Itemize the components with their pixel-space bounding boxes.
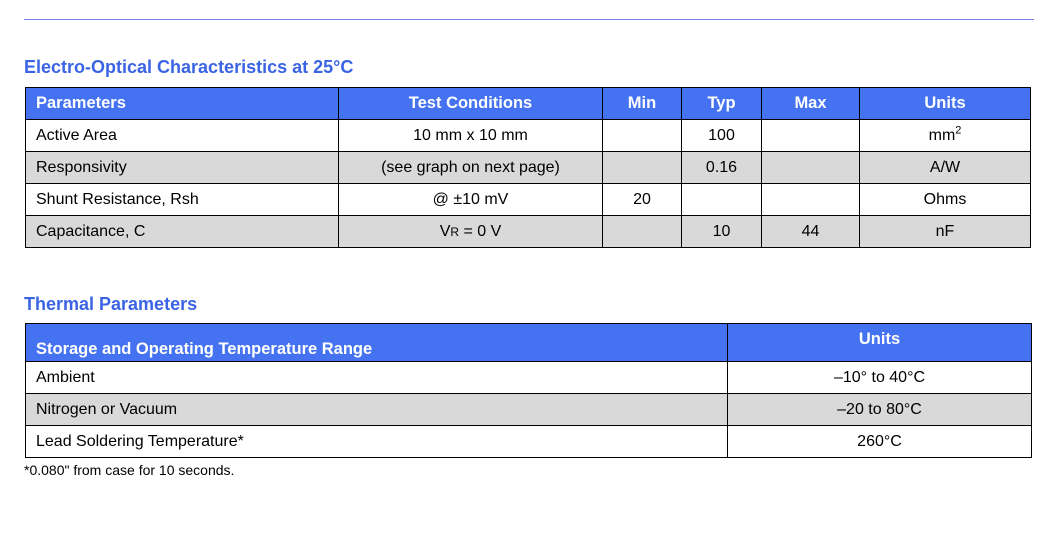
row-units: A/W xyxy=(860,152,1031,184)
row-units: nF xyxy=(860,216,1031,248)
table-row xyxy=(26,426,1032,458)
row-test-conditions: @ ±10 mV xyxy=(339,184,603,216)
table-row xyxy=(26,184,1031,216)
thermal-parameters-table xyxy=(25,323,1032,458)
row-max xyxy=(762,120,860,152)
table-header-row xyxy=(26,88,1031,120)
row-min: 20 xyxy=(603,184,682,216)
header-test-conditions: Test Conditions xyxy=(339,88,603,120)
table-row xyxy=(26,216,1031,248)
table-row xyxy=(26,394,1032,426)
row-test-conditions: (see graph on next page) xyxy=(339,152,603,184)
header-units: Units xyxy=(860,88,1031,120)
electro-optical-table xyxy=(25,87,1031,248)
condition-rest: = 0 V xyxy=(459,222,502,240)
top-divider xyxy=(24,19,1034,20)
row-test-conditions xyxy=(339,216,603,248)
row-typ: 10 xyxy=(682,216,762,248)
row-max xyxy=(762,152,860,184)
row-parameter: Nitrogen or Vacuum xyxy=(26,394,728,426)
condition-base: V xyxy=(439,222,451,240)
row-test-conditions: 10 mm x 10 mm xyxy=(339,120,603,152)
header-parameters: Parameters xyxy=(26,88,339,120)
row-typ xyxy=(682,184,762,216)
header-temperature-range: Storage and Operating Temperature Range xyxy=(26,324,728,362)
row-typ: 0.16 xyxy=(682,152,762,184)
row-max: 44 xyxy=(762,216,860,248)
table-row xyxy=(26,152,1031,184)
row-parameter: Lead Soldering Temperature* xyxy=(26,426,728,458)
row-units: Ohms xyxy=(860,184,1031,216)
header-max: Max xyxy=(762,88,860,120)
row-min xyxy=(603,120,682,152)
row-value: –10° to 40°C xyxy=(728,362,1032,394)
row-parameter: Responsivity xyxy=(26,152,339,184)
row-min xyxy=(603,216,682,248)
table-header-row xyxy=(26,324,1032,362)
row-parameter: Capacitance, C xyxy=(26,216,339,248)
row-typ: 100 xyxy=(682,120,762,152)
condition-subscript: R xyxy=(450,224,460,239)
row-parameter: Active Area xyxy=(26,120,339,152)
row-units xyxy=(860,120,1031,152)
row-parameter: Shunt Resistance, Rsh xyxy=(26,184,339,216)
row-value: –20 to 80°C xyxy=(728,394,1032,426)
table-row xyxy=(26,362,1032,394)
units-base: mm xyxy=(928,126,956,144)
thermal-parameters-title: Thermal Parameters xyxy=(24,294,198,314)
row-max xyxy=(762,184,860,216)
units-superscript: 2 xyxy=(955,124,962,137)
row-value: 260°C xyxy=(728,426,1032,458)
row-min xyxy=(603,152,682,184)
footnote: *0.080" from case for 10 seconds. xyxy=(24,462,235,478)
header-min: Min xyxy=(603,88,682,120)
table-row xyxy=(26,120,1031,152)
header-typ: Typ xyxy=(682,88,762,120)
row-parameter: Ambient xyxy=(26,362,728,394)
electro-optical-title: Electro-Optical Characteristics at 25°C xyxy=(24,57,354,77)
header-units: Units xyxy=(728,324,1032,362)
